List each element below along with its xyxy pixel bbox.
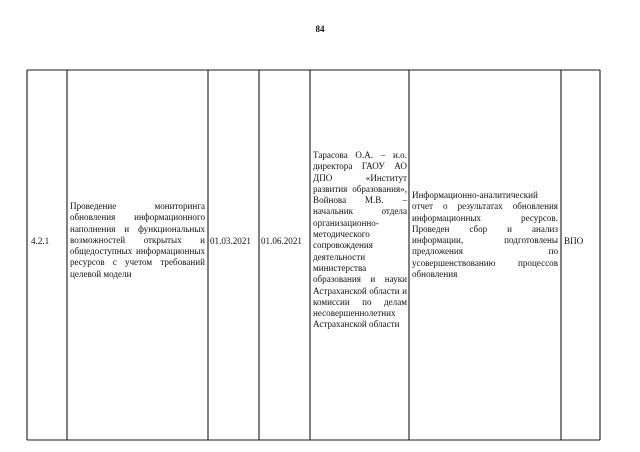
- event-description-cell: Проведение мониторинга обновления информационного наполнения и функциональных возможностей открытых и общедоступных информационных ресурсов с учетом требований целевой модели: [70, 201, 205, 279]
- responsible-persons-cell: Тарасова О.А. – и.о. директора ГАОУ АО ДПО «Институт развития образования», Войнова М.В. – начальник отдела организационно-методического сопровождения деятельности министерства образования и науки Астраханской области и комиссии по делам несовершеннолетних Астраханской области: [313, 150, 407, 330]
- start-date-cell: 01.03.2021: [210, 236, 251, 246]
- row-code-cell: 4.2.1: [31, 236, 50, 246]
- page-number: 84: [315, 24, 325, 34]
- indicator-cell: ВПО: [564, 236, 584, 246]
- end-date-cell: 01.06.2021: [261, 236, 302, 246]
- expected-result-cell: Информационно-аналитический отчет о результатах обновления информационных ресурсов. Проведен сбор и анализ информации, подготовлены предложения по усовершенствованию процессов обновления: [412, 190, 558, 280]
